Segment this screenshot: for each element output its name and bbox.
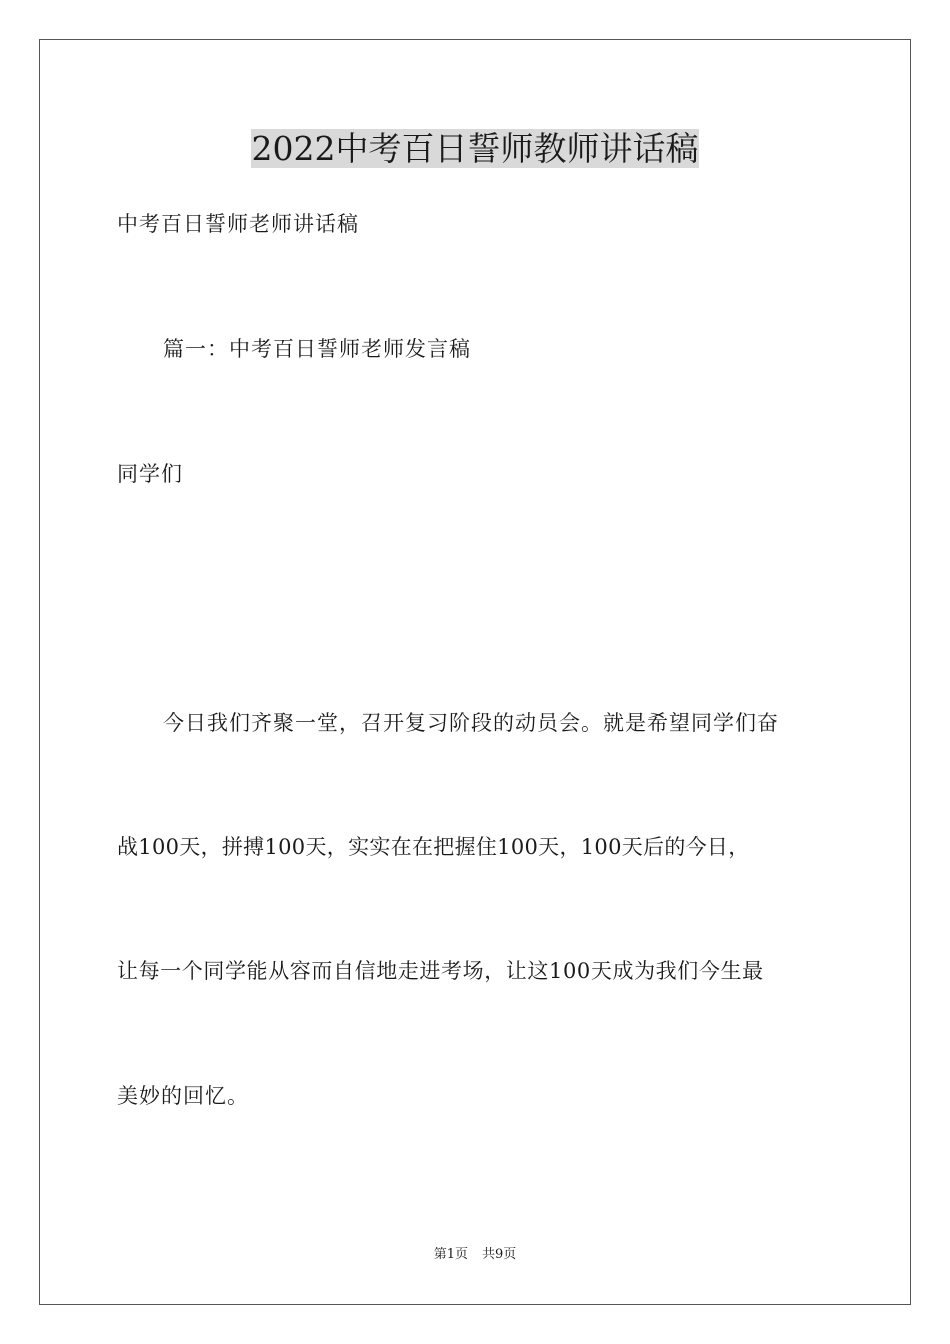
paragraph-line-3: 让每一个同学能从容而自信地走进考场，让这100天成为我们今生最 [117, 959, 764, 983]
paragraph-line-2: 战100天，拼搏100天，实实在在把握住100天，100天后的今日， [117, 835, 750, 859]
document-title-text: 2022中考百日誓师教师讲话稿 [251, 129, 699, 168]
page-number: 第1页 [433, 1247, 468, 1262]
greeting-line: 同学们 [117, 462, 183, 486]
document-title [0, 124, 950, 174]
paragraph-line-4: 美妙的回忆。 [117, 1084, 249, 1108]
page-total: 共9页 [482, 1247, 517, 1262]
paragraph-line-1: 今日我们齐聚一堂，召开复习阶段的动员会。就是希望同学们奋 [163, 711, 779, 735]
page-footer [0, 1246, 950, 1264]
document-subtitle: 中考百日誓师老师讲话稿 [117, 212, 359, 236]
section-heading: 篇一：中考百日誓师老师发言稿 [163, 337, 471, 361]
